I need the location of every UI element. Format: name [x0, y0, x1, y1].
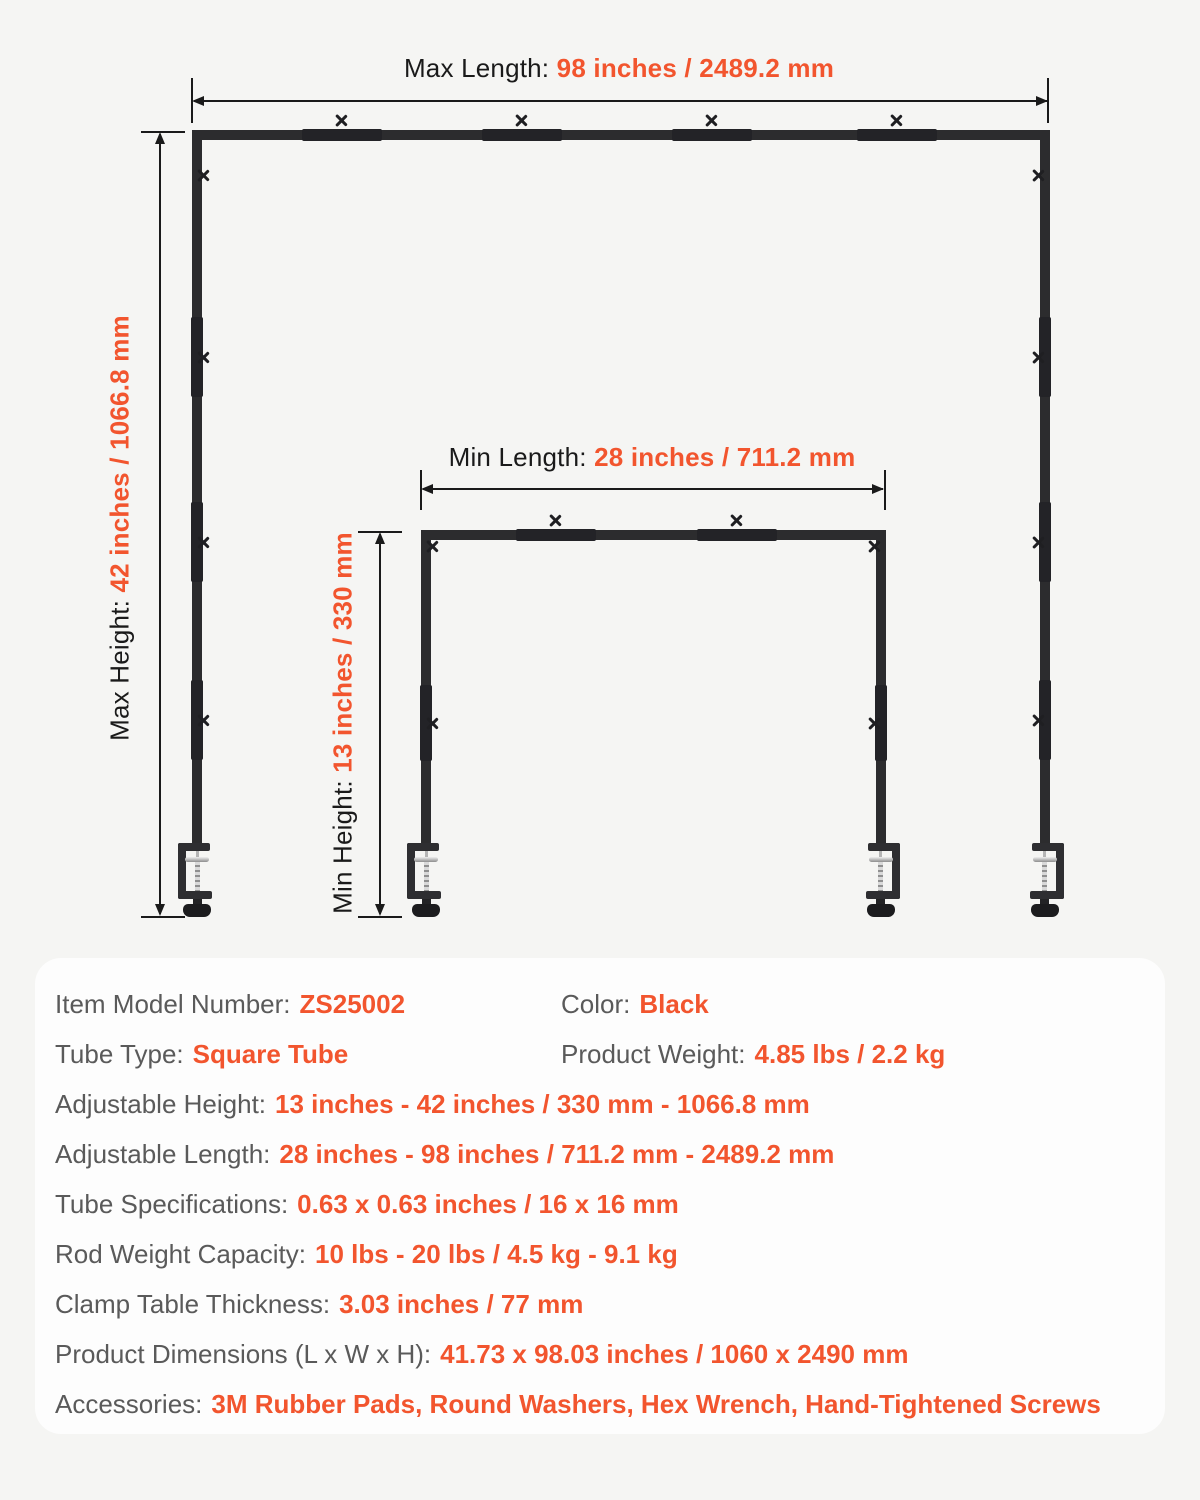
dim-line — [423, 488, 883, 490]
thumb-screw-icon — [196, 350, 211, 365]
spec-product-dimensions: Product Dimensions (L x W x H): 41.73 x 98.03 inches / 1060 x 2490 mm — [55, 1338, 909, 1369]
thumb-screw-icon — [548, 513, 563, 528]
thumb-screw-icon — [1031, 168, 1046, 183]
thumb-screw-icon — [425, 539, 440, 554]
clamp-bottom-arm — [178, 891, 212, 899]
thumb-screw-icon — [1031, 535, 1046, 550]
table-clamp — [1030, 843, 1064, 917]
thumb-screw-icon — [867, 716, 882, 731]
clamp-screw — [195, 862, 200, 891]
clamp-bottom-arm — [1030, 891, 1064, 899]
thumb-screw-icon — [1031, 350, 1046, 365]
rod-joint — [672, 129, 752, 141]
thumb-screw-icon — [196, 535, 211, 550]
arrow-up-icon — [375, 532, 385, 544]
min-height-label: Min Height: 13 inches / 330 mm — [327, 532, 358, 914]
spec-rod-weight-capacity: Rod Weight Capacity: 10 lbs - 20 lbs / 4.5 kg - 9.1 kg — [55, 1238, 678, 1269]
max-height-label: Max Height: 42 inches / 1066.8 mm — [104, 315, 135, 741]
spec-row — [55, 979, 1145, 1029]
spec-row — [55, 1229, 1145, 1279]
thumb-screw-icon — [867, 539, 882, 554]
spec-row — [55, 1329, 1145, 1379]
spec-product-weight: Product Weight: 4.85 lbs / 2.2 kg — [561, 1038, 946, 1069]
arrow-down-icon — [155, 904, 165, 916]
clamp-knob — [412, 904, 440, 917]
thumb-screw-icon — [425, 716, 440, 731]
arrow-up-icon — [155, 132, 165, 144]
clamp-screw — [1042, 862, 1047, 891]
spec-row — [55, 1029, 1145, 1079]
spec-row — [55, 1129, 1145, 1179]
rod-joint — [482, 129, 562, 141]
rod-joint — [302, 129, 382, 141]
top-rod — [421, 530, 886, 540]
arrow-left-icon — [192, 96, 204, 106]
spec-row — [55, 1179, 1145, 1229]
max-length-label: Max Length: 98 inches / 2489.2 mm — [403, 53, 835, 83]
rod-joint — [697, 529, 777, 541]
clamp-knob — [1031, 904, 1059, 917]
thumb-screw-icon — [704, 113, 719, 128]
dim-tick — [358, 916, 402, 918]
arrow-right-icon — [872, 484, 884, 494]
arrow-down-icon — [375, 904, 385, 916]
clamp-bottom-arm — [866, 891, 900, 899]
clamp-screw — [878, 862, 883, 891]
arrow-left-icon — [421, 484, 433, 494]
spec-clamp-table-thickness: Clamp Table Thickness: 3.03 inches / 77 mm — [55, 1288, 584, 1319]
clamp-knob — [183, 904, 211, 917]
spec-row — [55, 1279, 1145, 1329]
spec-row — [55, 1079, 1145, 1129]
arrow-right-icon — [1036, 96, 1048, 106]
table-clamp — [407, 843, 441, 917]
min-length-label: Min Length: 28 inches / 711.2 mm — [448, 442, 856, 472]
thumb-screw-icon — [196, 168, 211, 183]
spec-tube-type: Tube Type: Square Tube — [55, 1038, 349, 1069]
thumb-screw-icon — [889, 113, 904, 128]
clamp-knob — [867, 904, 895, 917]
dim-tick — [884, 470, 886, 510]
rod-joint — [857, 129, 937, 141]
thumb-screw-icon — [334, 113, 349, 128]
spec-tube-specifications: Tube Specifications: 0.63 x 0.63 inches / 16 x 16 mm — [55, 1188, 679, 1219]
clamp-bottom-arm — [407, 891, 441, 899]
clamp-screw — [424, 862, 429, 891]
spec-accessories: Accessories: 3M Rubber Pads, Round Washers, Hex Wrench, Hand-Tightened Screws — [55, 1388, 1101, 1419]
thumb-screw-icon — [514, 113, 529, 128]
thumb-screw-icon — [196, 713, 211, 728]
spec-adjustable-height: Adjustable Height: 13 inches - 42 inches / 330 mm - 1066.8 mm — [55, 1088, 810, 1119]
dim-line — [379, 534, 381, 914]
dim-line — [159, 134, 161, 914]
spec-item-model-number: Item Model Number: ZS25002 — [55, 988, 406, 1019]
spec-row — [55, 1379, 1145, 1429]
thumb-screw-icon — [1031, 713, 1046, 728]
spec-adjustable-length: Adjustable Length: 28 inches - 98 inches / 711.2 mm - 2489.2 mm — [55, 1138, 835, 1169]
dim-line — [194, 100, 1048, 102]
thumb-screw-icon — [729, 513, 744, 528]
spec-panel — [35, 958, 1165, 1434]
spec-color: Color: Black — [561, 988, 709, 1019]
table-clamp — [866, 843, 900, 917]
table-clamp — [178, 843, 212, 917]
rod-joint — [516, 529, 596, 541]
